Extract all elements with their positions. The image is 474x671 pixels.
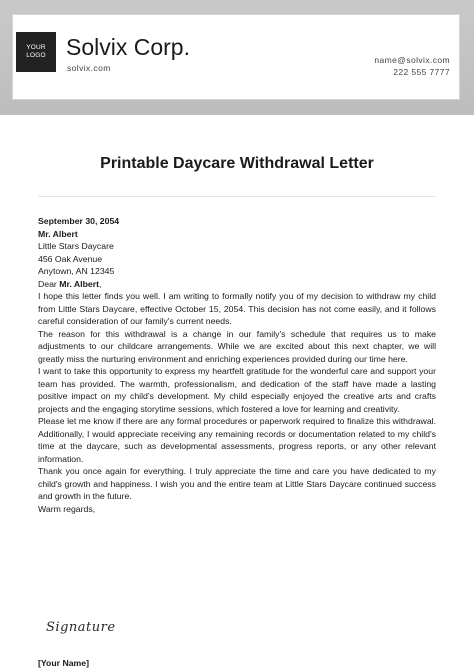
contact-info	[374, 54, 450, 78]
salutation-suffix: ,	[99, 278, 102, 289]
document-title: Printable Daycare Withdrawal Letter	[100, 155, 374, 172]
body-paragraph: Thank you once again for everything. I truly appreciate the time and care you have dedicated to my child's growth and happiness. I wish you and the entire team at Little Stars Daycare continued success and growth in the future.	[38, 466, 436, 501]
body-paragraph: I want to take this opportunity to express my heartfelt gratitude for the wonderful care and support your team has provided. The warmth, professionalism, and dedication of the staff have made a lasting positive impact on my child's development. My child especially enjoyed the creative arts and crafts projects and the engaging storytime sessions, which fostered a love for learning and creativity.	[38, 366, 436, 414]
address-line: Anytown, AN 12345	[38, 266, 115, 276]
body-paragraph: I hope this letter finds you well. I am writing to formally notify you of my decision to withdraw my child from Little Stars Daycare, effective October 15, 2054. This decision has not come easily, and it follows careful consideration of our family's current needs.	[38, 291, 436, 326]
signer-name: [Your Name]	[38, 658, 90, 668]
company-website: solvix.com	[67, 63, 111, 73]
signature: Signature	[46, 620, 116, 635]
contact-phone: 222 555 7777	[393, 67, 450, 77]
letter-date: September 30, 2054	[38, 216, 120, 226]
body-paragraph: Please let me know if there are any formal procedures or paperwork required to finalize this withdrawal. Additionally, I would appreciate receiving any remaining records or documentation related to my child's time at the daycare, such as developmental assessments, progress reports, or any other relevant information.	[38, 416, 436, 464]
logo-text-line1: YOUR	[26, 44, 46, 51]
contact-email: name@solvix.com	[374, 55, 450, 65]
letter-body	[38, 215, 436, 515]
company-logo	[16, 32, 56, 72]
closing: Warm regards,	[38, 503, 96, 514]
body-paragraph: The reason for this withdrawal is a change in our family's schedule that requires us to make adjustments to our childcare arrangements. While we are excited about this next chapter, we will greatly miss the nurturing environment and enriching experiences provided during our time here.	[38, 328, 436, 364]
company-name: Solvix Corp.	[66, 34, 190, 60]
logo-text-line2: LOGO	[26, 52, 46, 59]
salutation-name: Mr. Albert	[59, 278, 99, 289]
salutation	[38, 278, 436, 291]
address-line: Little Stars Daycare	[38, 241, 114, 251]
salutation-prefix: Dear	[38, 278, 60, 289]
address-line: 456 Oak Avenue	[38, 253, 103, 264]
recipient-name: Mr. Albert	[38, 228, 78, 239]
divider	[38, 196, 436, 197]
